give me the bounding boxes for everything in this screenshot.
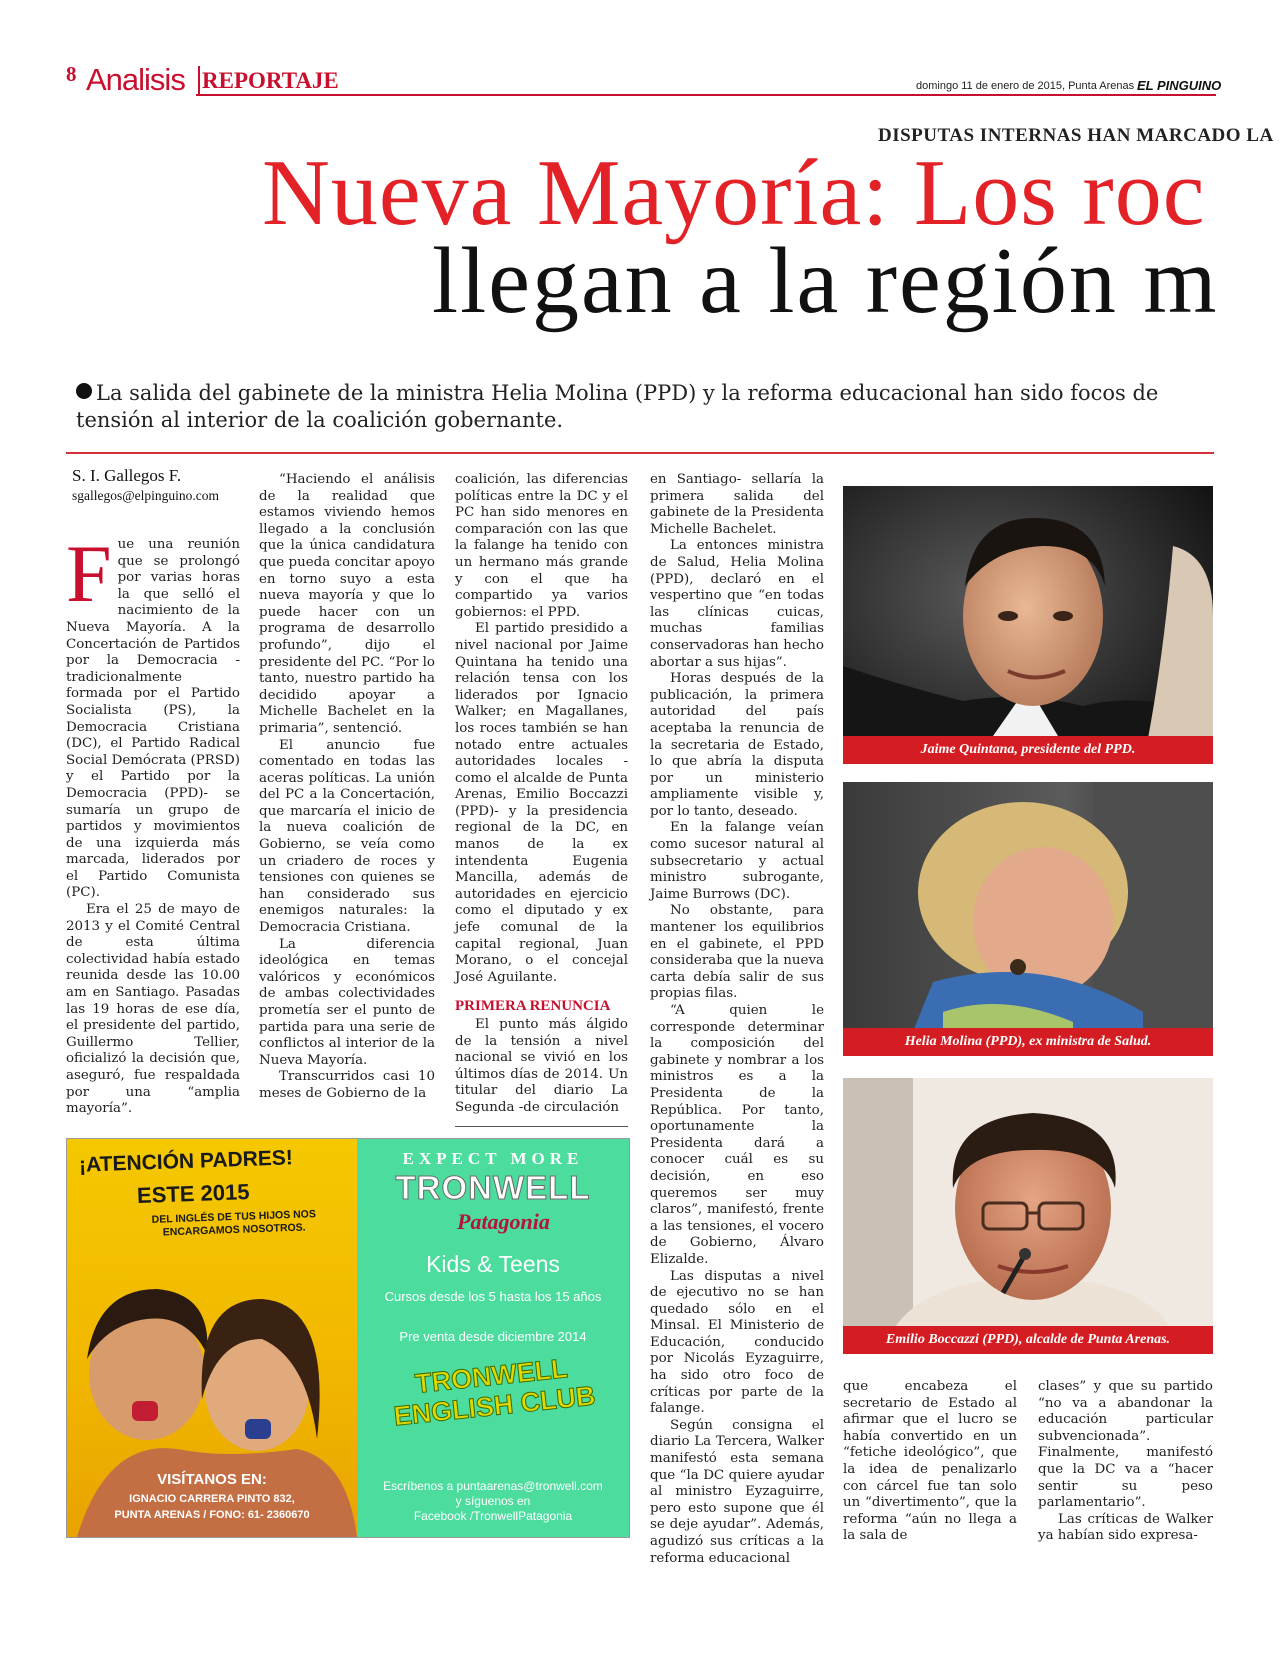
headline-kicker: DISPUTAS INTERNAS HAN MARCADO LA [878, 125, 1274, 146]
photo-caption: Emilio Boccazzi (PPD), alcalde de Punta Arenas. [843, 1326, 1213, 1354]
section-logo: Analisis [86, 62, 185, 97]
newspaper-name: EL PINGUINO [1137, 78, 1222, 93]
ad-tagline: DEL INGLÉS DE TUS HIJOS NOS ENCARGAMOS NOSOTROS. [151, 1208, 317, 1239]
ad-visit-label: VISÍTANOS EN: [157, 1471, 267, 1488]
column-rule [455, 1126, 628, 1127]
tronwell-advertisement[interactable] [66, 1138, 630, 1538]
portrait-image [843, 782, 1213, 1056]
headline-line-2: llegan a la región m [432, 229, 1219, 333]
header-rule [196, 94, 1216, 96]
byline-author: S. I. Gallegos F. [72, 466, 182, 485]
article-column-5 [843, 1379, 1017, 1545]
paragraph: La entonces ministra de Salud, Helia Molina (PPD), declaró en el vespertino que “en todas las clínicas cuicas, muchas familias conservadoras han hecho abortar a sus hijas”. [650, 538, 824, 670]
paragraph: ue una reunión que se prolongó por varias horas la que selló el nacimiento de la Nueva Mayoría. A la Concertación de Partidos por la Democracia -tradicionalmente formada por el Partido Socialista (PS), la Democracia Cristiana (DC), el Partido Radical Social Demócrata (PRSD) y el Partido por la Democracia (PPD)- se sumaría un grupo de partidos y movimientos de una izquierda más marcada, liderados por el Partido Comunista (PC). [66, 537, 240, 901]
issue-date: domingo 11 de enero de 2015, Punta Arenas [916, 80, 1135, 92]
portrait-image [843, 1078, 1213, 1354]
article-column-1 [66, 528, 240, 1118]
ad-expect-more: EXPECT MORE [402, 1149, 584, 1168]
summary-rule [66, 452, 1214, 454]
paragraph: El anuncio fue comentado en todas las aceras políticas. La unión del PC a la Concertación, que marcaría el inicio de la nueva coalición de Gobierno, se veía como un criadero de roces y tensiones con quienes se han considerado sus enemigos naturales: la Democracia Cristiana. [259, 737, 435, 936]
photo-jaime-quintana [843, 486, 1213, 764]
paragraph: Transcurridos casi 10 meses de Gobierno de la [259, 1069, 435, 1101]
ad-city-phone: PUNTA ARENAS / FONO: 61- 2360670 [114, 1509, 310, 1521]
ad-email[interactable]: Escríbenos a puntaarenas@tronwell.com [383, 1479, 603, 1493]
paragraph: coalición, las diferencias políticas entre la DC y el PC han sido menores en comparación con las que la falange ha tenido con un hermano más grande y con el que ha compartido ya varios gobiernos: el PPD. [455, 472, 628, 620]
paragraph: clases” y que su partido “no va a abandonar la educación particular subvencionada”. Finalmente, manifestó que la DC va a “hacer sentir su peso parlamentario”. [1038, 1379, 1213, 1511]
ad-headline: ¡ATENCIÓN PADRES! [78, 1146, 294, 1177]
ad-address [67, 1491, 357, 1523]
subheading: PRIMERA RENUNCIA [455, 998, 611, 1015]
bullet-icon [76, 383, 92, 399]
paragraph: Horas después de la publicación, la primera autoridad del país aceptaba la renuncia de la secretaria de Estado, lo que abría la disputa por un ministerio ampliamente visible y, por lo tanto, deseado. [650, 671, 824, 819]
ad-year: ESTE 2015 [136, 1179, 250, 1208]
section-label: REPORTAJE [202, 68, 339, 93]
paragraph: No obstante, para mantener los equilibrios en el gabinete, el PPD consideraba que la nueva carta debía salir de sus propias filas. [650, 903, 824, 1002]
drop-cap: F [66, 528, 112, 619]
ad-follow: y síguenos en [455, 1494, 531, 1508]
paragraph: “A quien le corresponde determinar la composición del gabinete y nombrar a los ministros es a la Presidenta de la República. Por tanto, oportunamente la Presidenta dará a conocer cuál es su decisión, en eso queremos ser muy claros”, manifestó, frente a las tensiones, el vocero de Gobierno, Álvaro Elizalde. [650, 1003, 824, 1267]
photo-caption: Jaime Quintana, presidente del PPD. [843, 736, 1213, 764]
ad-contact [357, 1479, 629, 1524]
summary-text: La salida del gabinete de la ministra Helia Molina (PPD) y la reforma educacional han sido focos de tensión al interior de la coalición gobernante. [76, 381, 1159, 432]
article-column-2 [259, 472, 435, 1103]
ad-brand-logo: TRONWELL [395, 1169, 591, 1206]
ad-presale: Pre venta desde diciembre 2014 [399, 1329, 587, 1344]
ad-club-logo: TRONWELL ENGLISH CLUB [392, 1353, 597, 1432]
article-column-4 [650, 472, 824, 1567]
section-separator [198, 66, 200, 94]
paragraph: que encabeza el secretario de Estado al afirmar que el lucro se había convertido en un “fetiche ideológico”, que la idea de penalizarlo con cárcel fue tan solo un “divertimento”, que la reforma “aún no llega a la sala de [843, 1379, 1017, 1544]
paragraph: Las críticas de Walker ya habían sido expresa- [1038, 1511, 1213, 1544]
article-column-3 [455, 472, 628, 1117]
paragraph: La diferencia ideológica en temas valóricos y económicos de ambas colectividades prometía ser el punto de partida para una serie de conflictos al interior de la Nueva Mayoría. [259, 936, 435, 1068]
headline-line-1: Nueva Mayoría: Los roc [262, 141, 1206, 245]
ad-region: Patagonia [457, 1209, 550, 1234]
portrait-image [843, 486, 1213, 764]
paragraph: Según consigna el diario La Tercera, Walker manifestó esta semana que “la DC quiere ayudar al ministro Eyzaguirre, pero esto supone que él se deje ayudar”. Además, agudizó sus críticas a la reforma educacional [650, 1417, 824, 1566]
paragraph: El partido presidido a nivel nacional por Jaime Quintana ha tenido una relación tensa con los liderados por Ignacio Walker; en Magallanes, los roces también se han notado entre actuales autoridades locales -como el alcalde de Punta Arenas, Emilio Boccazzi (PPD)- y la presidencia regional de la DC, en manos de la ex intendenta Eugenia Mancilla, además de autoridades en ejercicio como el diputado y ex jefe comunal de la capital regional, Juan Morano, o el concejal José Aguilante. [455, 621, 628, 985]
ad-right-panel [357, 1139, 629, 1537]
ad-kids-teens: Kids & Teens [426, 1251, 560, 1277]
photo-caption: Helia Molina (PPD), ex ministra de Salud. [843, 1028, 1213, 1056]
paragraph: en Santiago- sellaría la primera salida del gabinete de la Presidenta Michelle Bachelet. [650, 472, 824, 537]
paragraph: En la falange veían como sucesor natural al subsecretario y actual ministro subrogante, Jaime Burrows (DC). [650, 820, 824, 902]
ad-facebook[interactable]: Facebook /TronwellPatagonia [413, 1509, 573, 1523]
paragraph: El punto más álgido de la tensión a nivel nacional se vivió en los últimos días de 2014. Un titular del diario La Segunda -de circulación [455, 1017, 628, 1115]
byline-email: sgallegos@elpinguino.com [72, 488, 220, 503]
article-column-6 [1038, 1379, 1213, 1545]
photo-emilio-boccazzi [843, 1078, 1213, 1354]
page-number: 8 [66, 62, 77, 86]
ad-left-panel [67, 1139, 357, 1537]
photo-helia-molina [843, 782, 1213, 1056]
paragraph: “Haciendo el análisis de la realidad que estamos viviendo hemos llegado a la conclusión que la única candidatura que pueda concitar apoyo en torno suyo a esta nueva mayoría y que lo puede hacer con un programa de desarrollo profundo”, dijo el presidente del PC. “Por lo tanto, nuestro partido ha decidido apoyar a Michelle Bachelet en la primaria”, sentenció. [259, 472, 435, 736]
ad-street: IGNACIO CARRERA PINTO 832, [129, 1493, 295, 1505]
ad-courses: Cursos desde los 5 hasta los 15 años [384, 1289, 602, 1304]
paragraph: Las disputas a nivel de ejecutivo no se han quedado sólo en el Minsal. El Ministerio de Educación, conducido por Nicolás Eyzaguirre, ha sido otro foco de críticas por parte de la falange. [650, 1268, 824, 1417]
article-summary [76, 380, 1196, 434]
paragraph: Era el 25 de mayo de 2013 y el Comité Central de esta última colectividad había estado reunida desde las 10.00 am en Santiago. Pasadas las 19 horas de ese día, el presidente del partido, Guillermo Tellier, oficializó la decisión que, aseguró, fue respaldada por una “amplia mayoría”. [66, 902, 240, 1117]
